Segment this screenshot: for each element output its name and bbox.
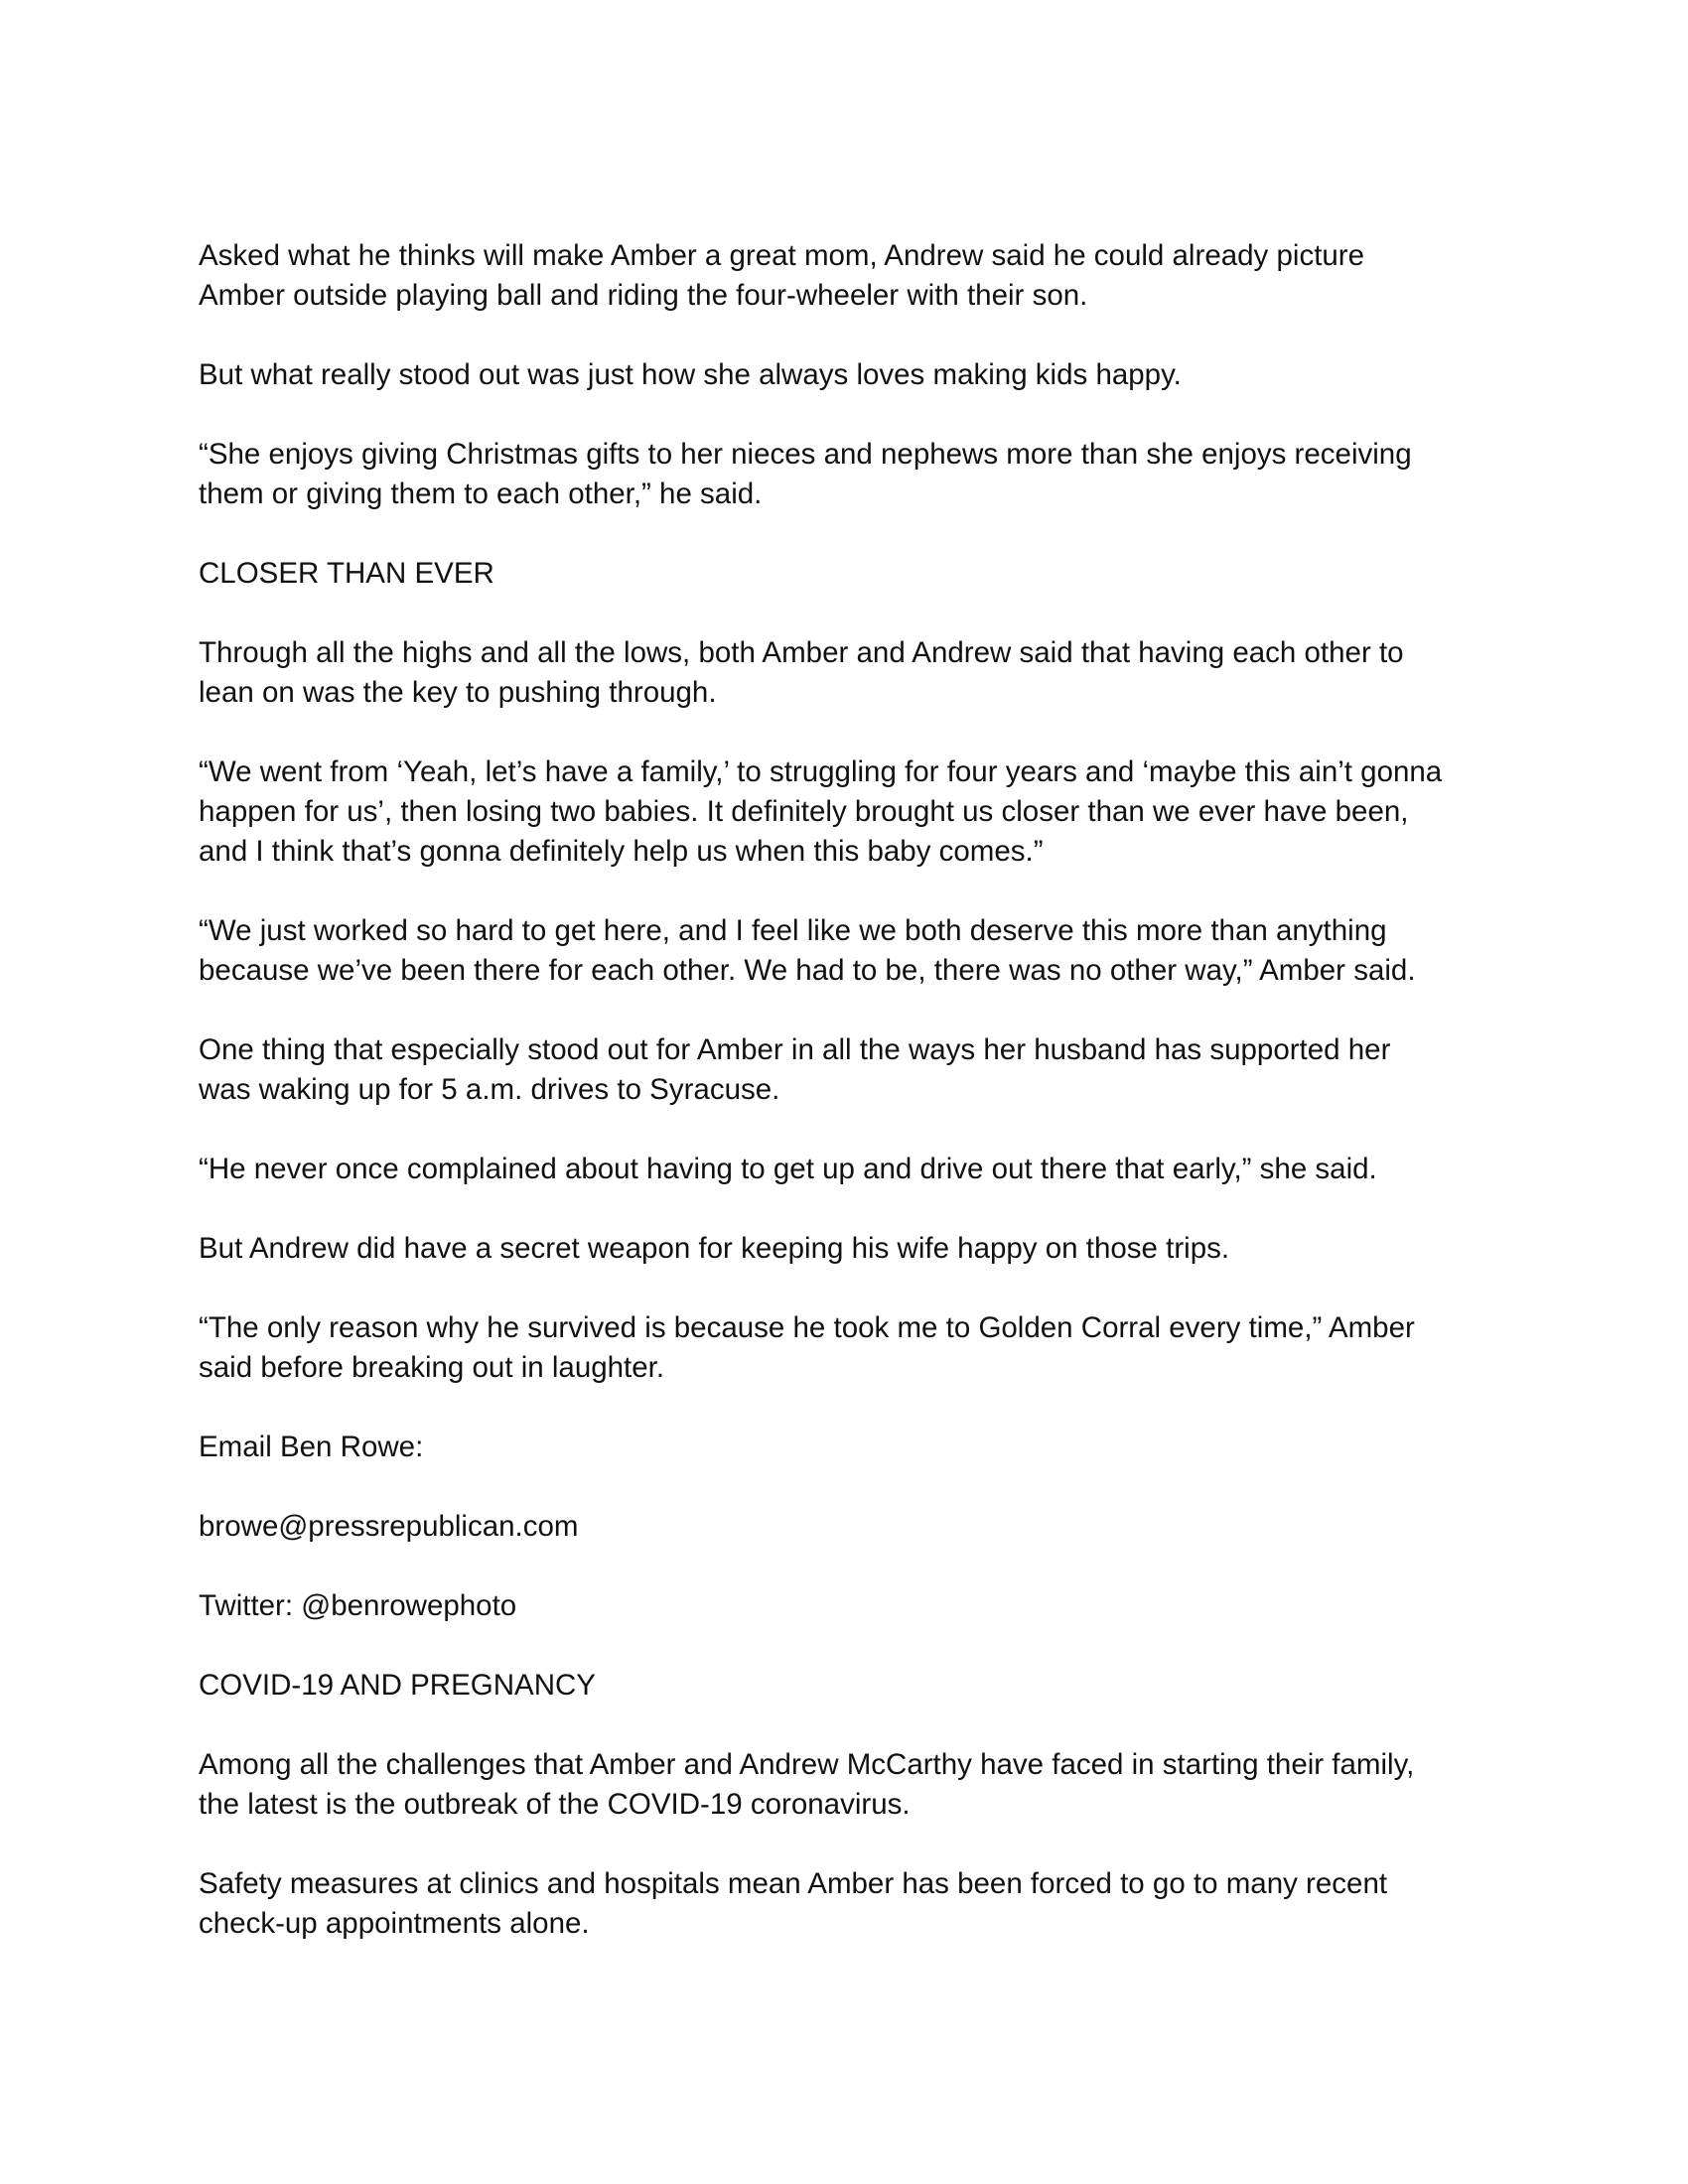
paragraph-making-kids-happy: But what really stood out was just how she always loves making kids happy. xyxy=(199,358,1182,391)
paragraph-never-complained-quote: “He never once complained about having to get up and drive out there that early,” she said. xyxy=(199,1153,1377,1185)
paragraph-family-struggle-quote: “We went from ‘Yeah, let’s have a family,’ to struggling for four years and ‘maybe this ain’t gonna happen for us’, then losing two babies. It definitely brought us closer than we ever have been, and I think that’s gonna definitely help us when this baby comes.” xyxy=(199,755,1443,868)
paragraph-safety-measures: Safety measures at clinics and hospitals mean Amber has been forced to go to many recent check-up appointments alone. xyxy=(199,1867,1388,1940)
paragraph-worked-hard-quote: “We just worked so hard to get here, and I feel like we both deserve this more than anything because we’ve been there for each other. We had to be, there was no other way,” Amber said. xyxy=(199,914,1416,987)
paragraph-syracuse-drives: One thing that especially stood out for Amber in all the ways her husband has supported her was waking up for 5 a.m. drives to Syracuse. xyxy=(199,1033,1391,1106)
paragraph-covid-challenges: Among all the challenges that Amber and Andrew McCarthy have faced in starting their family, the latest is the outbreak of the COVID-19 coronavirus. xyxy=(199,1748,1415,1821)
paragraph-great-mom: Asked what he thinks will make Amber a great mom, Andrew said he could already picture Amber outside playing ball and riding the four-wheeler with their son. xyxy=(199,239,1365,312)
paragraph-secret-weapon: But Andrew did have a secret weapon for keeping his wife happy on those trips. xyxy=(199,1232,1230,1265)
paragraph-golden-corral-quote: “The only reason why he survived is because he took me to Golden Corral every time,” Amber said before breaking out in laughter. xyxy=(199,1311,1415,1384)
contact-email-label: Email Ben Rowe: xyxy=(199,1431,424,1463)
document-body xyxy=(199,236,1509,1944)
paragraph-christmas-gifts-quote: “She enjoys giving Christmas gifts to her nieces and nephews more than she enjoys receiving them or giving them to each other,” he said. xyxy=(199,438,1412,510)
section-heading-covid-pregnancy: COVID-19 AND PREGNANCY xyxy=(199,1669,596,1702)
contact-twitter-handle: Twitter: @benrowephoto xyxy=(199,1589,517,1622)
paragraph-highs-and-lows: Through all the highs and all the lows, both Amber and Andrew said that having each other to lean on was the key to pushing through. xyxy=(199,636,1404,709)
contact-email-address: browe@pressrepublican.com xyxy=(199,1510,579,1543)
section-heading-closer-than-ever: CLOSER THAN EVER xyxy=(199,557,494,590)
